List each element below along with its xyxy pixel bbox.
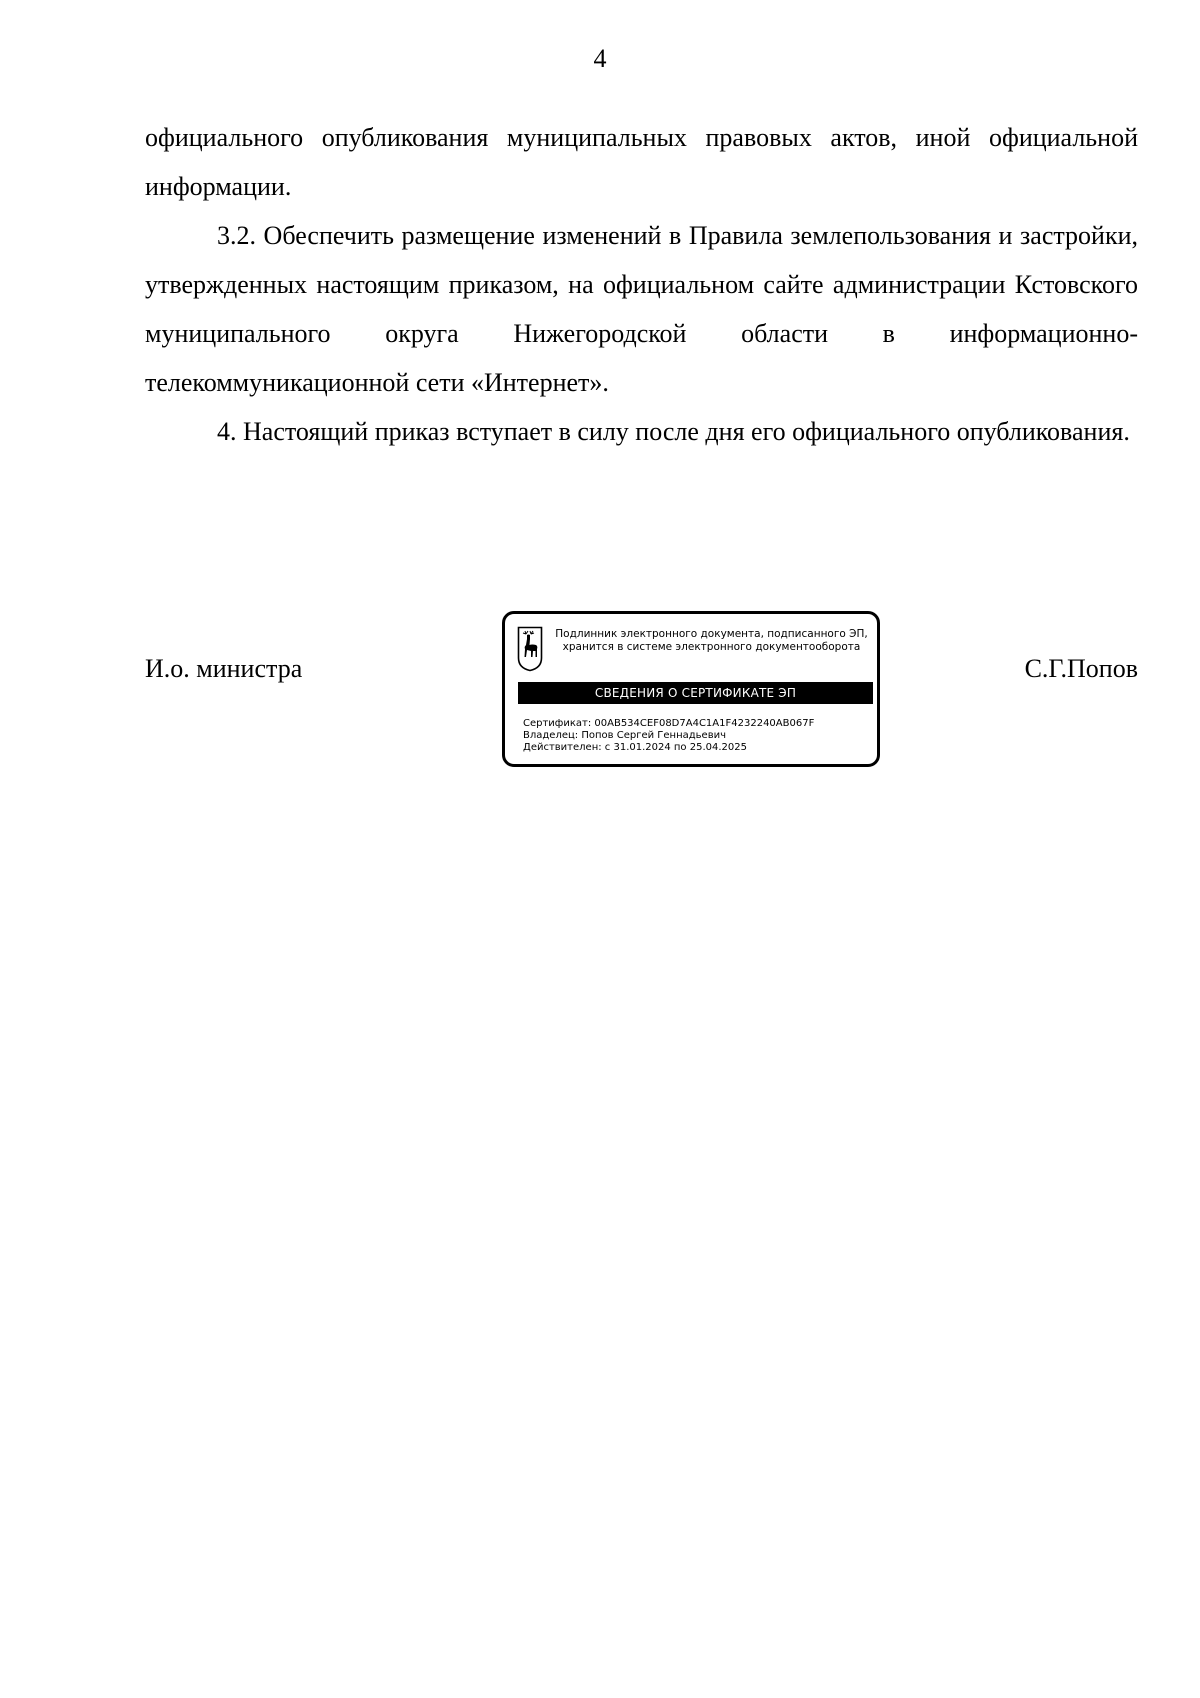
stamp-header	[549, 628, 874, 654]
paragraph-3-2: 3.2. Обеспечить размещение изменений в Правила землепользования и застройки, утвержденных настоящим приказом, на официальном сайте администрации Кстовского муниципального округа Нижегородской области в информационно-телекоммуникационной сети «Интернет».	[145, 221, 1138, 397]
certificate-owner: Владелец: Попов Сергей Геннадьевич	[523, 730, 726, 741]
certificate-validity: Действителен: с 31.01.2024 по 25.04.2025	[523, 742, 747, 753]
certificate-number: Сертификат: 00AB534CEF08D7A4C1A1F4232240AB067F	[523, 718, 815, 729]
signatory-position: И.о. министра	[145, 654, 303, 683]
page-number: 4	[593, 44, 607, 73]
stamp-certificate-info	[523, 718, 873, 754]
stamp-header-line-2: хранится в системе электронного документооборота	[562, 641, 861, 653]
stamp-header-line-1: Подлинник электронного документа, подписанного ЭП,	[555, 628, 868, 640]
document-body	[145, 113, 1138, 456]
signatory-name: С.Г.Попов	[1024, 654, 1138, 683]
electronic-signature-stamp	[502, 611, 880, 767]
paragraph-continuation: официального опубликования муниципальных правовых актов, иной официальной информации.	[145, 123, 1138, 201]
paragraph-4: 4. Настоящий приказ вступает в силу после дня его официального опубликования.	[217, 417, 1130, 446]
stamp-title-bar: СВЕДЕНИЯ О СЕРТИФИКАТЕ ЭП	[518, 682, 873, 704]
deer-coat-of-arms-icon	[517, 626, 543, 672]
